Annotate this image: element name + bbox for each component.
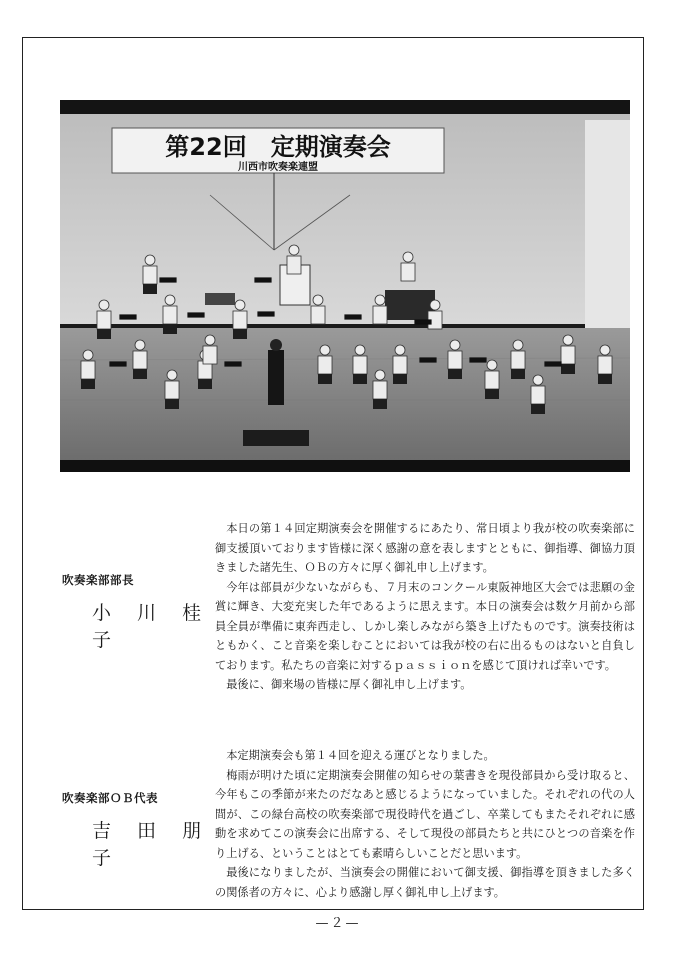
message-paragraph: 今年は部員が少ないながらも、７月末のコンクール東阪神地区大会では悲願の金賞に輝き、大変充実した年であるように思えます。本日の演奏会は数ケ月前から部員全員が準備に東奔西走し、しかし楽しみながら築き上げたものです。演奏技術はともかく、こと音楽を楽しむことにおいては我が校の右に出るものはないと自負しております。私たちの音楽に対するｐａｓｓｉｏｎを感じて頂ければ幸いです。 <box>215 580 635 672</box>
signature-name: 小 川 桂 子 <box>92 602 212 651</box>
signature-principal <box>62 572 212 652</box>
message-body-2 <box>215 746 635 902</box>
message-body-1 <box>215 519 635 695</box>
message-paragraph: 本定期演奏会も第１４回を迎える運びとなりました。 <box>226 749 495 762</box>
signature-role: 吹奏楽部部長 <box>62 573 134 587</box>
signature-role: 吹奏楽部ＯＢ代表 <box>62 791 158 805</box>
concert-photo <box>60 100 630 472</box>
page-number: —２— <box>315 916 361 931</box>
banner-subtitle: 川西市吹奏楽連盟 <box>238 162 318 173</box>
message-paragraph: 本日の第１４回定期演奏会を開催するにあたり、常日頃より我が校の吹奏楽部に御支援頂いております皆様に深く感謝の意を表しますとともに、御指導、御協力頂きました諸先生、ＯＢの方々に厚く御礼申し上げます。 <box>215 522 635 574</box>
banner-title: 第22回 定期演奏会 <box>165 133 391 161</box>
message-paragraph: 最後になりましたが、当演奏会の開催において御支援、御指導を頂きました多くの関係者の方々に、心より感謝し厚く御礼申し上げます。 <box>215 866 635 899</box>
signature-ob <box>62 790 212 870</box>
message-paragraph: 梅雨が明けた頃に定期演奏会開催の知らせの葉書きを現役部員から受け取ると、今年もこの季節が来たのだなあと感じるようになっていました。それぞれの代の人間が、この緑台高校の吹奏楽部で現役時代を過ごし、卒業してもまたそれぞれに感動を求めてこの演奏会に出席する、そして現役の部員たちと共にひとつの音楽を作り上げる、ということはとても素晴らしいことだと思います。 <box>215 768 635 860</box>
message-paragraph: 最後に、御来場の皆様に厚く御礼申し上げます。 <box>226 678 472 691</box>
signature-name: 吉 田 朋 子 <box>92 820 212 869</box>
